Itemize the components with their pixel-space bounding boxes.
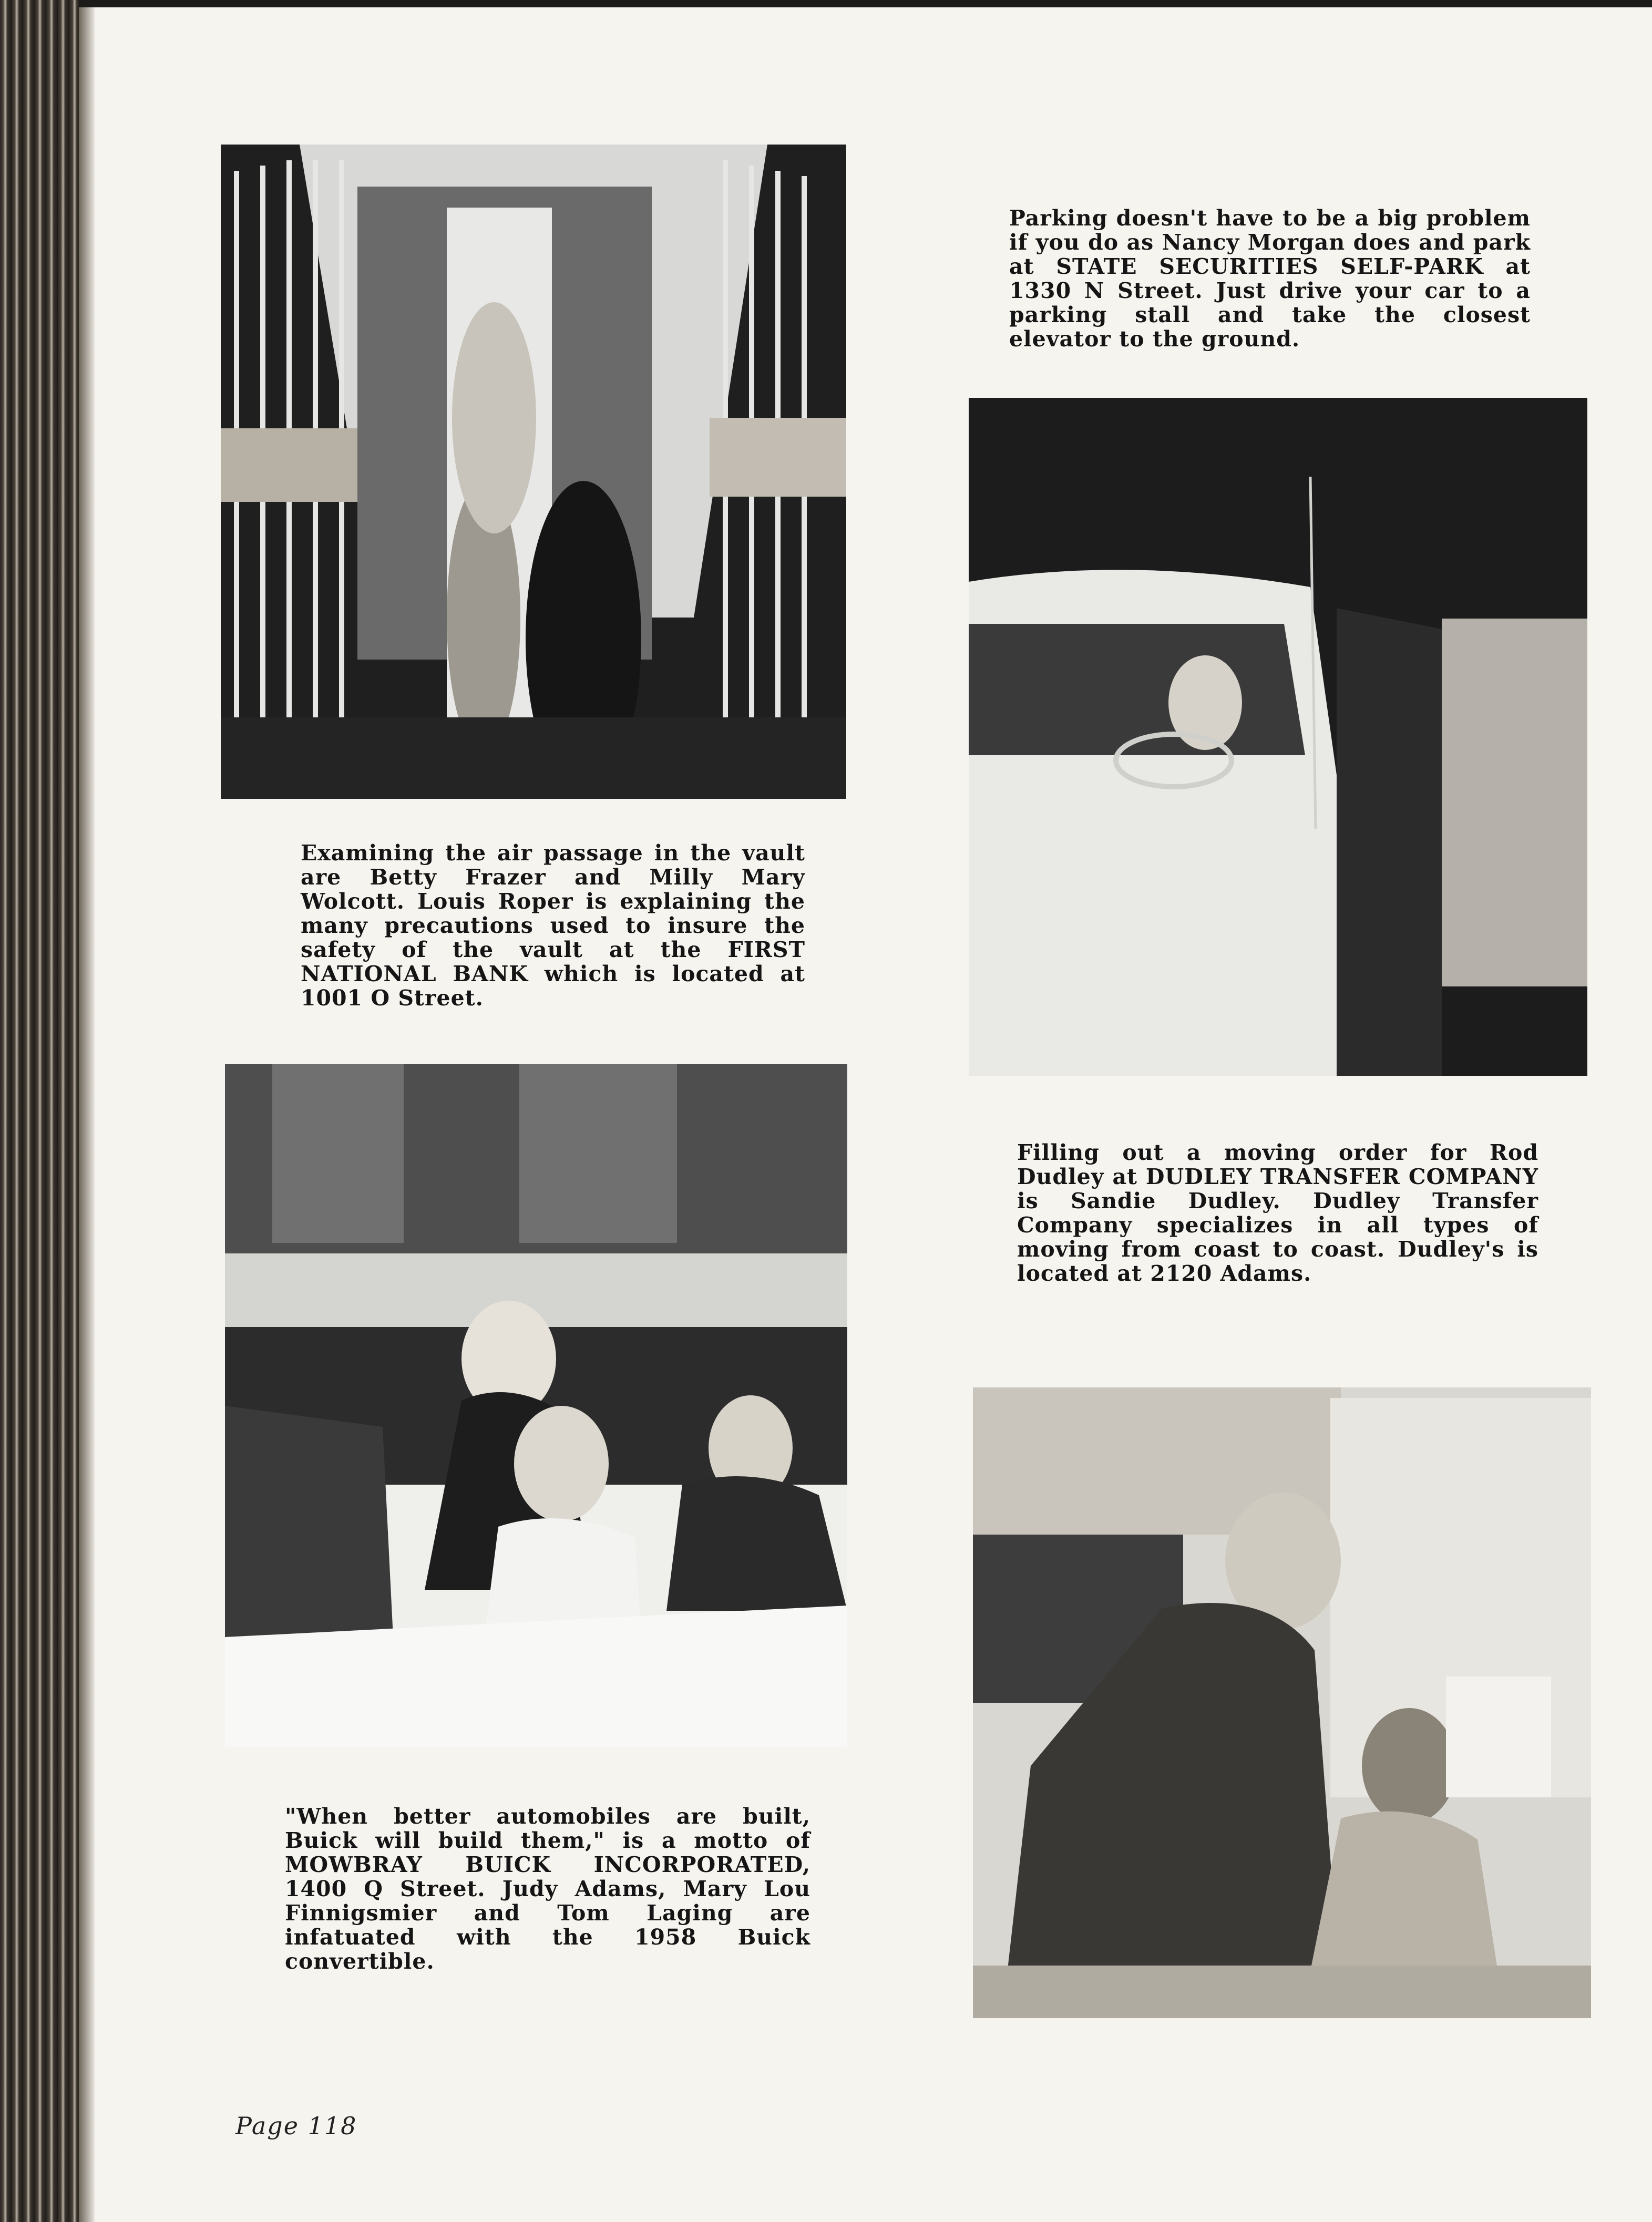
page-top-edge [79,0,1652,7]
page-number: Page 118 [235,2112,357,2140]
dudley-caption [1017,1140,1538,1285]
buick-photo [225,1064,847,1747]
vault-caption-text: Examining the air passage in the vault are Betty Frazer and Milly Mary Wolcott. Louis Roper is explaining the many precautions used to insure the safety of the vault at the FIRST NATIONAL BANK which is located at 1001 O Street. [301,840,805,1011]
dudley-photo [973,1387,1591,2018]
buick-caption-text: "When better automobiles are built, Buick will build them," is a motto of MOWBRAY BUICK INCORPORATED, 1400 Q Street. Judy Adams, Mary Lou Finnigsmier and Tom Laging are infatuated with the 1958 Buick convertible. [285,1804,810,1974]
vault-caption [301,841,805,1010]
book-binding [0,0,89,2222]
parking-caption [1009,206,1531,351]
buick-caption [285,1804,810,1973]
vault-photo [221,145,846,799]
dudley-caption-text: Filling out a moving order for Rod Dudley at DUDLEY TRANSFER COMPANY is Sandie Dudley. Dudley Transfer Company specializes in all types of moving from coast to coast. Dudley's is located at 2120 Adams. [1017,1140,1538,1286]
parking-photo [969,398,1587,1076]
page-gutter [79,0,95,2222]
parking-caption-text: Parking doesn't have to be a big problem if you do as Nancy Morgan does and park at STATE SECURITIES SELF-PARK at 1330 N Street. Just drive your car to a parking stall and take the closest elevator to the ground. [1009,205,1531,352]
